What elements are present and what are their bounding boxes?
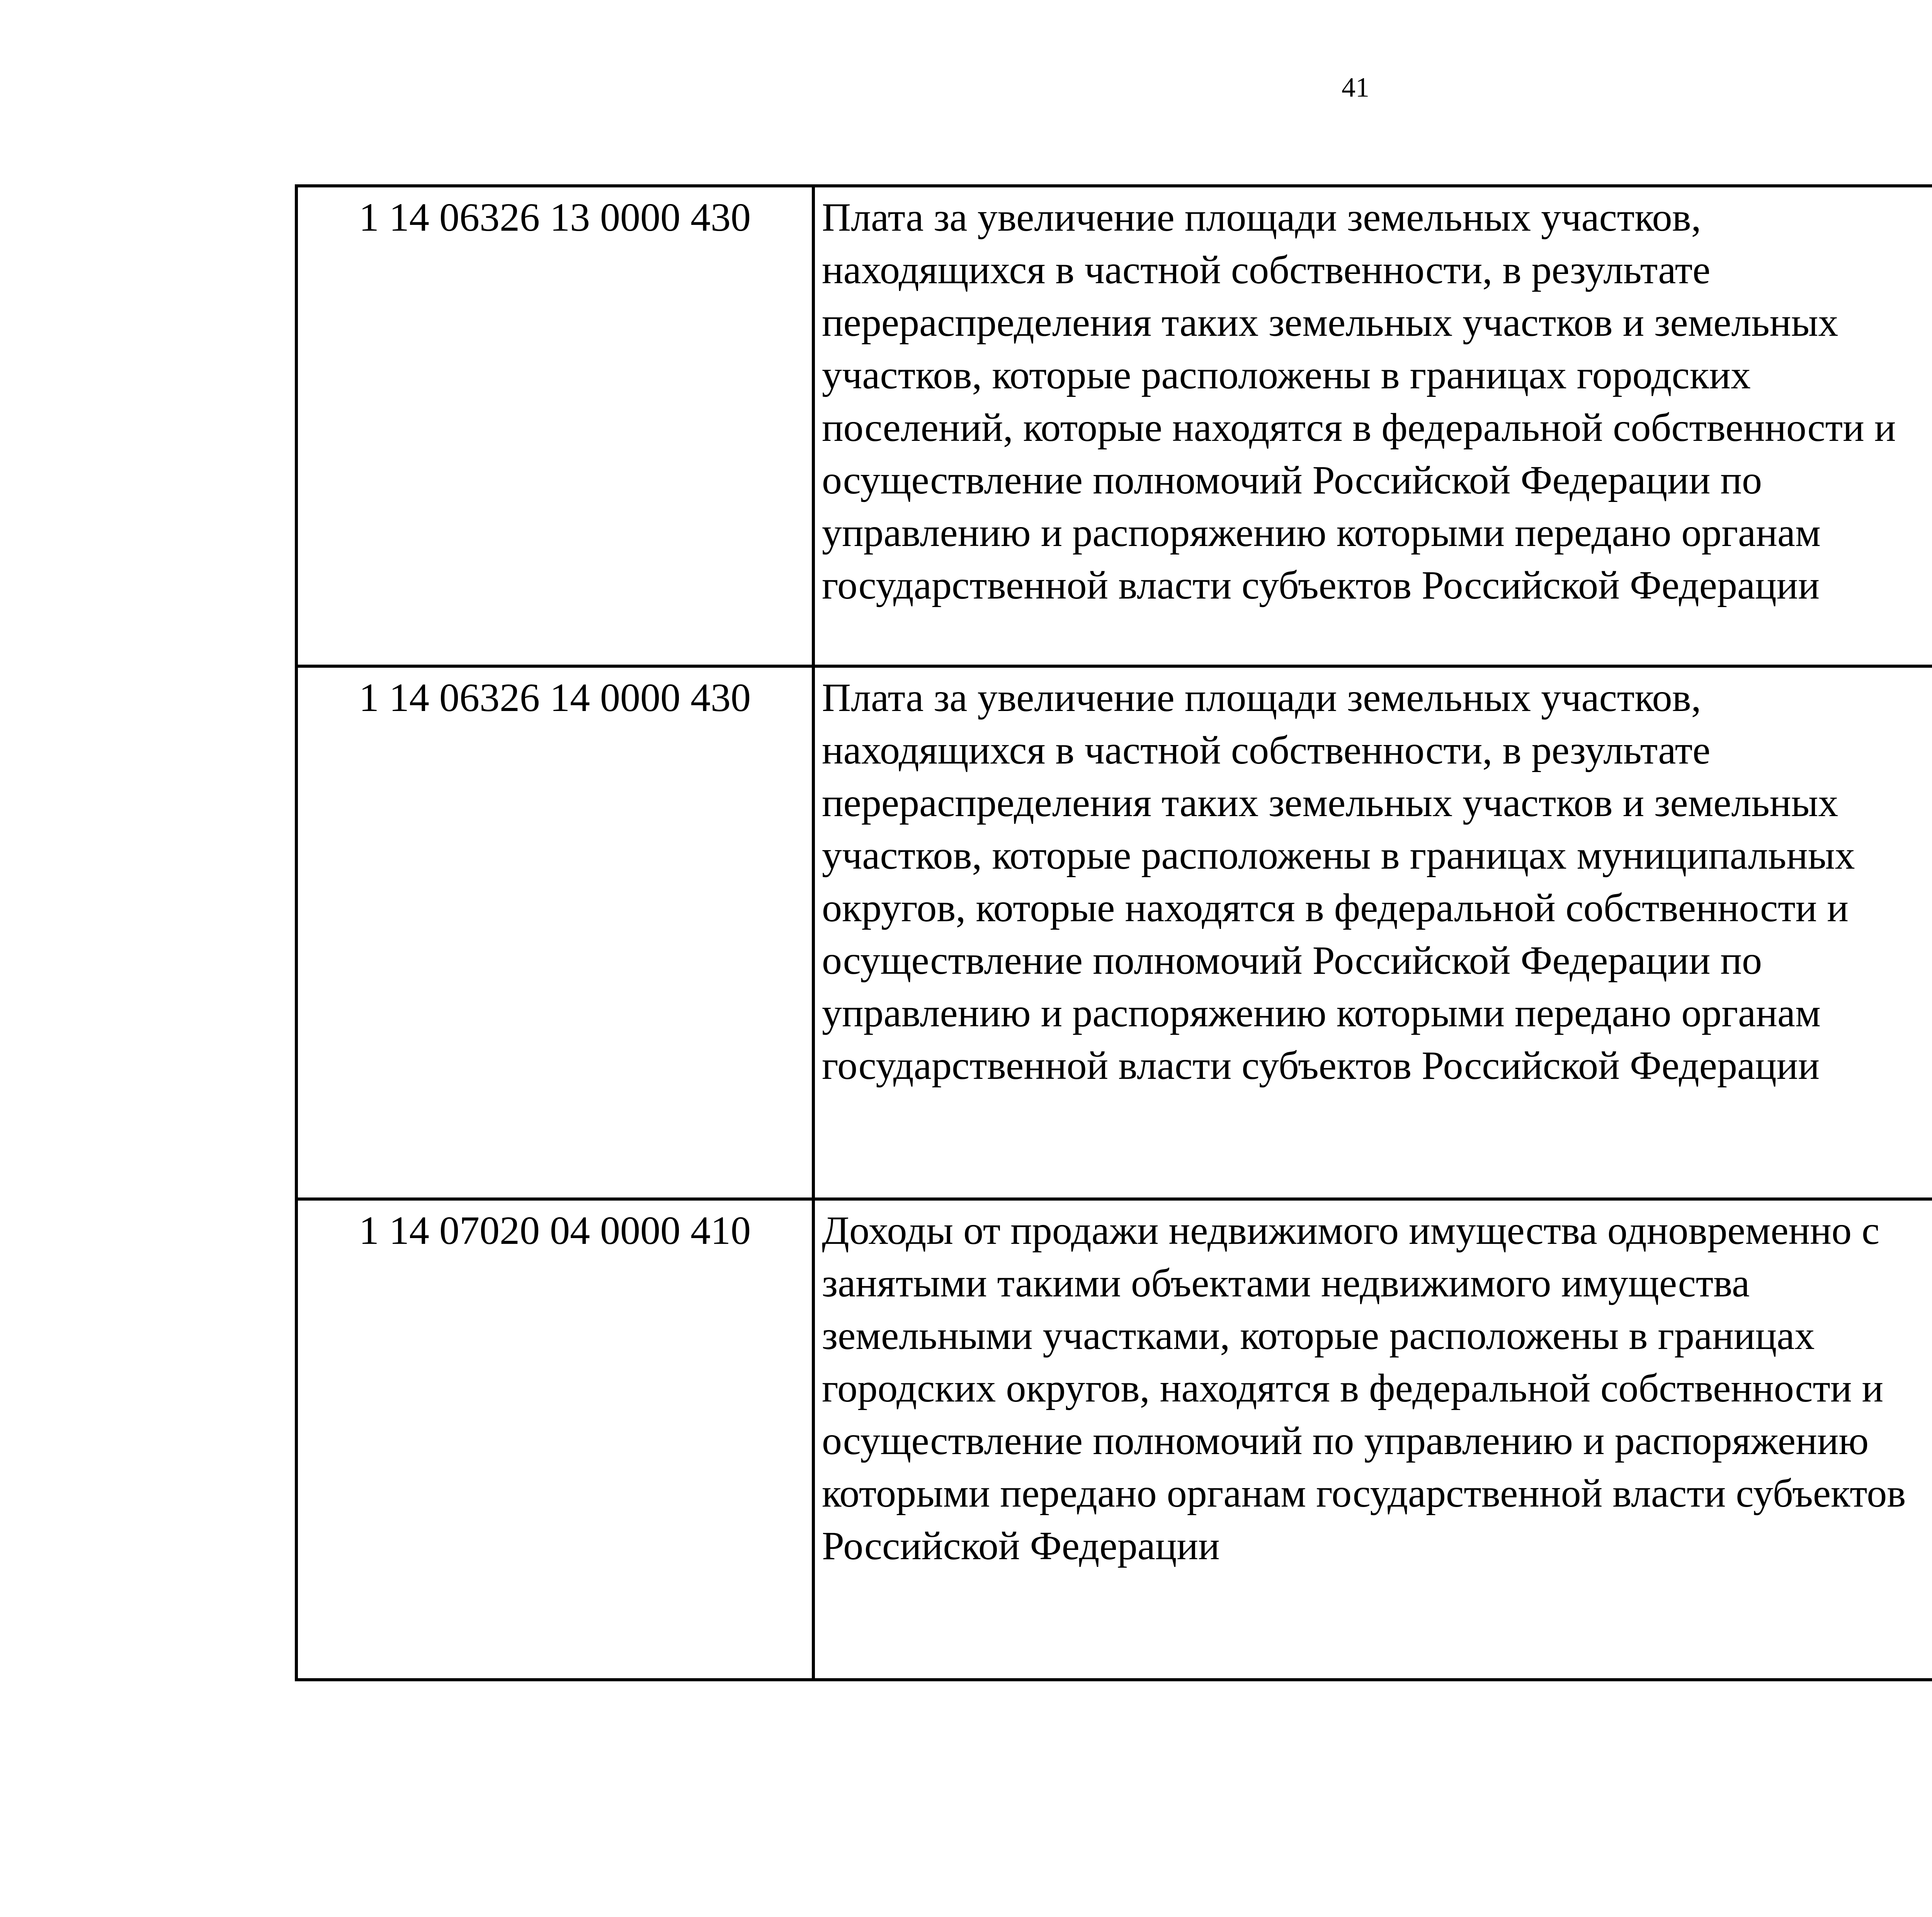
table-row [296, 666, 1932, 1199]
table-row [296, 186, 1932, 666]
revenue-distribution-table [295, 184, 1932, 1681]
budget-code-cell: 1 14 06326 13 0000 430 [296, 186, 813, 666]
table-row [296, 1199, 1932, 1680]
revenue-name-cell [813, 666, 1932, 1199]
revenue-name-text: Плата за увеличение площади земельных участков, находящихся в частной собственности, в результате перераспределения таких земельных участков и земельных участков, которые расположены в границах городских поселений, которые находятся в федеральной собственности и осуществление полномочий Российской Федерации по управлению и распоряжению которыми передано органам государственной власти субъектов Российской Федерации [822, 195, 1896, 607]
budget-code-cell: 1 14 06326 14 0000 430 [296, 666, 813, 1199]
page-number: 41 [1342, 72, 1369, 103]
revenue-name-cell [813, 1199, 1932, 1680]
revenue-name-text: Плата за увеличение площади земельных участков, находящихся в частной собственности, в результате перераспределения таких земельных участков и земельных участков, которые расположены в границах муниципальных округов, которые находятся в федеральной собственности и осуществление полномочий Российской Федерации по управлению и распоряжению которыми передано органам государственной власти субъектов Российской Федерации [822, 675, 1855, 1088]
revenue-name-text: Доходы от продажи недвижимого имущества одновременно с занятыми такими объектами недвижимого имущества земельными участками, которые расположены в границах городских округов, находятся в федеральной собственности и осуществление полномочий по управлению и распоряжению которыми передано органам государственной власти субъектов Российской Федерации [822, 1208, 1906, 1568]
revenue-name-cell [813, 186, 1932, 666]
budget-code-cell: 1 14 07020 04 0000 410 [296, 1199, 813, 1680]
